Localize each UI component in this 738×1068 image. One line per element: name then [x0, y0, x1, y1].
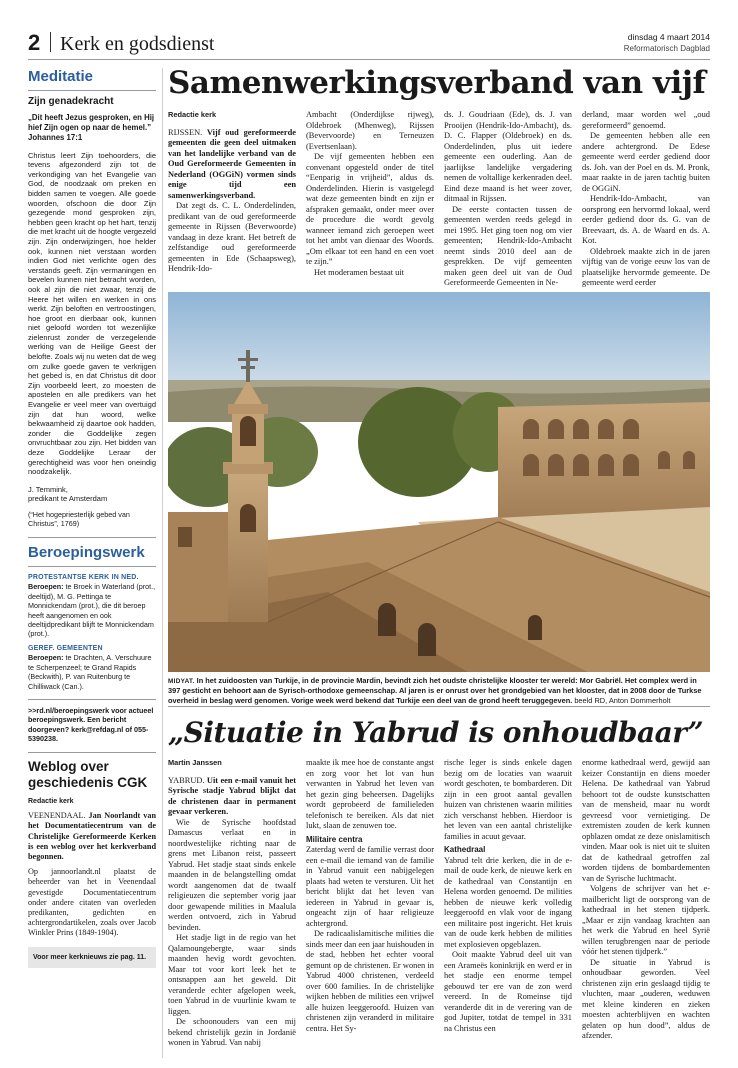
article2-paragraph: De schoonouders van een mij bekend christelijk gezin in Jordanië wonen in Yabrud. Van nabij — [168, 1017, 296, 1047]
article1-byline: Redactie kerk — [168, 110, 217, 119]
article1-paragraph: De eerste contacten tussen de gemeenten werden reeds gelegd in mei 1995. Het ging toen nog om vier gemeenten; Hendrik-Ido-Ambacht neemt sinds 2010 deel aan de gesprekken. De vijf gemeenten maken geen deel uit van de Oud Gereformeerde Gemeenten in Ne- — [444, 204, 572, 287]
article1-col-3 — [444, 110, 572, 288]
caption-dateline: MIDYAT. — [168, 678, 195, 685]
pkn-entry — [28, 582, 156, 638]
article2-col-1 — [168, 758, 296, 1058]
article2-paragraph: Ooit maakte Yabrud deel uit van een Arameës koninkrijk en werd er in het stadje een enorme tempel gebouwd ter ere van de zon werd vereerd. In de Romeinse tijd veranderde dit in de verering van de god Jupiter, totdat de tempel in 331 na Christus een — [444, 950, 572, 1033]
article1-paragraph: Hendrik-Ido-Ambacht, van oorsprong een hervormd lokaal, werd eerder gediend door ds. G. van de Breevaart, ds. A. de Waard en ds. A. Kot. — [582, 194, 710, 245]
sidebar-divider — [28, 537, 156, 538]
article1-col-2 — [306, 110, 434, 288]
meditatie-title: Zijn genadekracht — [28, 96, 114, 107]
article2-col-2 — [306, 758, 434, 1058]
photo-credit: beeld RD, Anton Dommerholt — [572, 695, 671, 705]
page-header — [28, 26, 710, 60]
article2-paragraph: Volgens de schrijver van het e-mailbericht ligt de oorsprong van de kathedraal in het stenen tijdperk. „Maar er zijn vandaag krachten aan het werk die Yabrud en heel Syrië willen terugbrengen naar de periode vóór het stenen tijdperk.” — [582, 884, 710, 956]
weblog-lead — [28, 811, 156, 862]
photo-caption — [168, 676, 710, 705]
article2-col-3 — [444, 758, 572, 1058]
article1-headline: Samenwerkingsverband van vijf — [168, 65, 706, 101]
article-divider — [168, 706, 710, 707]
pkn-label: PROTESTANTSE KERK IN NED. — [28, 573, 139, 581]
header-separator — [50, 32, 51, 52]
article1-paragraph: Dat zegt ds. C. L. Onderdelinden, predikant van de oud gereformeerde gemeente in Rijssen (Beverwoorde) vandaag in deze krant. Het betreft de zelfstandige oud gereformeerde gemeenten in Ede (Schaapsweg), Hendrik-Ido- — [168, 201, 296, 273]
article1-dateline: RIJSSEN. — [168, 127, 203, 137]
weblog-lead-text: Jan Noorlandt van het Documentatiecentrum van de Christelijke Gereformeerde Kerken is een weblog over het kerkverband begonnen. — [28, 811, 156, 862]
gg-text: te Drachten, A. Verschuure te Scherpenzeel; te Grand Rapids (Beckwith), P. van Ruitenburg te Chilliwack (Can.). — [28, 653, 152, 691]
weblog-title: Weblog over geschiedenis CGK — [28, 758, 148, 790]
article2-paragraph: De situatie in Yabrud is onhoudbaar geworden. Veel christenen zijn erin geslaagd tijdig te vluchten, maar „ouderen, weduwen met kleine kinderen en zieken moesten achterblijven en wachten gelaten op hun dood”, aldus de afzender. — [582, 957, 710, 1040]
issue-date: dinsdag 4 maart 2014 — [627, 32, 710, 42]
meditatie-quote — [28, 113, 156, 143]
gg-entry — [28, 653, 156, 691]
article1-paragraph: Oldebroek maakte zich in de jaren vijftig van de vorige eeuw los van de plaatselijke hervormde gemeente. De gemeente werd eerder — [582, 246, 710, 287]
article1-paragraph: De gemeenten hebben alle een andere achtergrond. De Edese gemeente werd eerder gediend door ds. Joh. van der Poel en ds. M. Pronk, maar raakte in de jaren tachtig buiten de OGGiN. — [582, 131, 710, 193]
article2-body — [168, 758, 710, 1058]
author-role: predikant te Amsterdam — [28, 494, 108, 504]
article2-byline: Martin Janssen — [168, 758, 222, 767]
article1-paragraph: Het moderamen bestaat uit — [314, 267, 404, 277]
weblog-block — [28, 759, 156, 969]
article2-lead: Uit een e-mail vanuit het Syrische stadje Yabrud blijkt dat de christenen daar in permanent gevaar verkeren. — [168, 775, 296, 816]
article2-subhead: Kathedraal — [444, 845, 486, 854]
meditatie-heading: Meditatie — [28, 68, 156, 91]
gg-lead: Beroepen: — [28, 653, 64, 663]
article2-paragraph: Wie de Syrische hoofdstad Damascus verlaat en in noordwestelijke richting naar de grens met Libanon reist, passeert Yabrud. Het stadje staat sinds enkele maanden in de belangstelling omdat wordt aangenomen dat de twaalf religieuzen die september vorig jaar door gewapende milities in Maalula werden ontvoerd, zich in Yabrud bevinden. — [168, 817, 296, 932]
section-title: Kerk en godsdienst — [60, 33, 215, 55]
meditatie-block — [28, 68, 156, 529]
pkn-lead: Beroepen: — [28, 582, 64, 592]
meditatie-signature — [28, 485, 156, 504]
quote-reference: Johannes 17:1 — [28, 132, 83, 142]
beroepingswerk-footer: >>rd.nl/beroepingswerk voor actueel beroepingswerk. Een bericht doorgeven? kerk@refdag.nl of 055-5390238. — [28, 706, 154, 744]
article1-paragraph: derland, maar worden wel „oud gereformeerd” genoemd. — [582, 110, 710, 130]
article2-headline: „Situatie in Yabrud is onhoudbaar” — [168, 716, 704, 749]
caption-text: In het zuidoosten van Turkije, in de provincie Mardin, bevindt zich het oudste christelijke klooster ter wereld: Mor Gabriël. Het complex werd in 397 gesticht en behoort aan de Syrisch-orthodoxe gemeenschap. Al jaren is er onrust over het grondgebied van het klooster, dat in 2008 door de Turkse overheid in beslag werd genomen. Vorige week werd bekend dat Turkije een deel van de grond heeft teruggegeven. — [168, 676, 702, 705]
meditatie-source: (“Het hogepriesterlijk gebed van Christus”, 1769) — [28, 509, 130, 529]
article2-paragraph: rische leger is sinds enkele dagen bezig om de locaties van waaruit wordt geschoten, te bombarderen. Dit zijn in een groot aantal gevallen huizen van christenen waarin milities zich verschanst hebben. Hierdoor is het leven van een aantal christelijke families in acuut gevaar. — [444, 758, 572, 841]
beroepingswerk-block — [28, 544, 156, 744]
article2-subhead: Militaire centra — [306, 834, 363, 844]
beroepingswerk-heading: Beroepingswerk — [28, 544, 156, 567]
article2-paragraph: Yabrud telt drie kerken, die in de e-mail de oude kerk, de nieuwe kerk en de kathedraal van Constantijn en Helena worden genoemd. De milities hebben de nieuwe kerk volledig leeggeroofd en vlak voor de ingang een militaire post ingericht. Het kruis van de oude kerk hebben de milities met explosieven opgeblazen. — [444, 855, 572, 949]
meditatie-body: Christus leert Zijn toehoorders, die tevens afgezonderd zijn tot de verkondiging van het Evangelie van God, de noodzaak om preken en bidden samen te voegen. Alle goede woorden, ofschoon die door Zijn gezegende mond gesproken zijn, hebben geen kracht op het hart, tenzij die met kracht uit de hoogte vergezeld zijn. Zijn onderwijzingen, hoe helder ook, kunnen niet verstaan worden indien God niet verlichte ogen des verstands geeft. Zijn vermaningen en bevelen kunnen niet betracht worden, ook al zijn die niet zwaar, tenzij de Heere het willen en werken in ons werkt. Zijn beloften en vertroostingen, hoe groot en dierbaar ook, kunnen niet geloofd worden tot wezenlijke zielenrust zonder de verzegelende werking van de Heilige Geest der belofte. Zoals wij nu weten dat de weg om zulke goede gaven te verkrijgen het gebed is, en dat Christus dit door Zijn voorbeeld leert, zo moesten de apostelen en alle predikers van het Evangelie er veel meer van overtuigd zijn dat hun woord, welke bekwaamheid zij daartoe ook hadden, zonder die Goddelijke zegen onvruchtbaar zou zijn. Het bidden van deze Goddelijke Leraar der gerechtigheid was voor hen oneindig noodzakelijk. — [28, 150, 156, 477]
newspaper-name: Reformatorisch Dagblad — [623, 44, 710, 53]
article1-col-4 — [582, 110, 710, 288]
weblog-body: Op jannoorlandt.nl plaatst de beheerder van het in Veenendaal gevestigde Documentatiecentrum onder andere citaten van overleden predikanten, gedichten en achtergrondartikelen, zoals over Jacob Winkler Prins (1849-1904). — [28, 867, 156, 938]
quote-text: „Dit heeft Jezus gesproken, en Hij hief Zijn ogen op naar de hemel.” — [28, 112, 155, 132]
article2-paragraph: maakte ik mee hoe de constante angst en zorg voor het lot van hun verwanten in Yabrud het leven van het gezin ging beheersen. Dagelijks wordt geprobeerd de familieleden telefonisch te bereiken. Als dat niet lukt, slaan de zenuwen toe. — [306, 758, 434, 830]
sidebar — [28, 68, 156, 1058]
weblog-byline: Redactie kerk — [28, 797, 74, 805]
more-news-box: Voor meer kerknieuws zie pag. 11. — [28, 947, 156, 969]
monastery-photo — [168, 292, 710, 672]
gg-label: GEREF. GEMEENTEN — [28, 644, 103, 652]
article2-paragraph: Zaterdag werd de familie verrast door een e-mail die iemand van de familie in Yabrud vanuit een nabijgelegen plaats had weten te versturen. Uit het bericht blijkt dat het leven van iedereen in Yabrud in gevaar is, ongeacht zijn of haar religieuze achtergrond. — [306, 845, 434, 928]
page-number: 2 — [28, 30, 41, 55]
article1-body — [168, 110, 710, 288]
article2-dateline: YABRUD. — [168, 775, 205, 785]
pkn-text: te Broek in Waterland (prot., deeltijd), M. G. Pettinga te Monnickendam (prot.), die dit beroep heeft aangenomen en ook deeltijdpredikant blijft te Monnickendam (prot.). — [28, 582, 156, 639]
article1-lead: Vijf oud gereformeerde gemeenten die geen deel uitmaken van het landelijke verband van de Oud Gereformeerde Gemeenten in Nederland (OGGiN) vormen sinds enige tijd een samenwerkingsverband. — [168, 127, 296, 200]
article1-paragraph: De vijf gemeenten hebben een convenant opgesteld onder de titel “Eenparig in vrijheid”, aldus ds. Onderdelinden. Hierin is vastgelegd wat deze gemeenten bindt en zijn er afspraken gemaakt, onder meer over de procedure die wordt gevolg wanneer iemand zich geroepen weet tot het ambt van dienaar des Woords. „Om elkaar tot een hand en een voet te zijn.” — [306, 152, 434, 266]
article2-col-4 — [582, 758, 710, 1058]
article1-paragraph: Ambacht (Onderdijkse rijweg), Oldebroek (Mhenweg), Rijssen (Bevervoorde) en Terneuzen (Evertsenlaan). — [306, 110, 434, 151]
sidebar-divider — [28, 699, 156, 700]
article2-paragraph: Het stadje ligt in de regio van het Qalamoungebergte, waar sinds maanden hevig wordt gevochten. Maar tot voor kort leek het te ontsnappen aan het geweld. Dit veranderde echter afgelopen week, toen Yabrud in de vuurlinie kwam te liggen. — [168, 933, 296, 1016]
sidebar-divider — [28, 752, 156, 753]
article1-paragraph: ds. J. Goudriaan (Ede), ds. J. van Prooijen (Hendrik-Ido-Ambacht), ds. D. C. Flapper (Oldebroek) en ds. Onderdelinden, plus uit iedere gemeente een ouderling. Aan de jaarlijkse landelijke vergadering nemen de voltallige kerkenraden deel. Eind deze maand is het weer zover, ditmaal in Rijssen. — [444, 110, 572, 203]
article2-paragraph: enorme kathedraal werd, gewijd aan keizer Constantijn en diens moeder Helena. De kathedraal van Yabrud behoort tot de oudste kunstschatten van de mensheid, maar nu wordt gevreesd voor vernietiging. De extremisten zouden de kerk kunnen opblazen omdat ze deze onislamitisch vinden. Maar ook is niet uit te sluiten dat de kathedraal getroffen zal worden tijdens de bombardementen van de Syrische luchtmacht. — [582, 758, 710, 883]
article2-paragraph: De radicaalislamitische milities die sinds meer dan een jaar huishouden in de stad, hebben het echter vooral gemunt op de christenen. Er wonen in Yabrud 4000 christenen, verdeeld over 600 families. In de christelijke wijken hebben de milities een vrijwel alle huizen leeggeroofd. Huizen van christenen zijn veranderd in militaire centra. Het Sy- — [306, 929, 434, 1033]
column-divider — [162, 68, 163, 1058]
weblog-dateline: VEENENDAAL. — [28, 811, 86, 821]
article1-col-1 — [168, 110, 296, 288]
author-name: J. Temmink, — [28, 484, 68, 494]
